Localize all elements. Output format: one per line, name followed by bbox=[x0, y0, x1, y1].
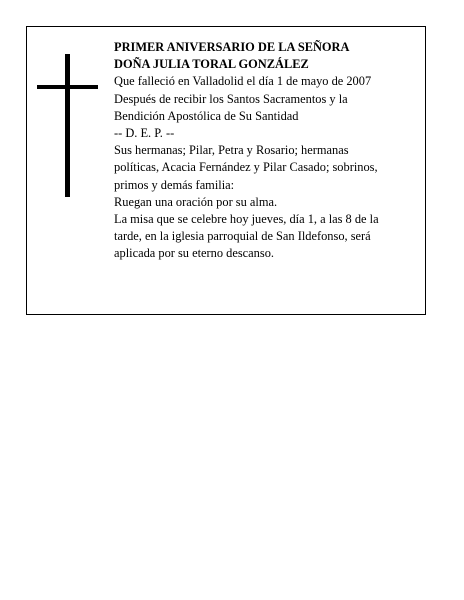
sacraments-line-1: Después de recibir los Santos Sacramentos y la bbox=[114, 91, 348, 106]
family-line-1: Sus hermanas; Pilar, Petra y Rosario; hermanas bbox=[114, 143, 349, 158]
sacraments-line-2: Bendición Apostólica de Su Santidad bbox=[114, 108, 299, 123]
cross-horizontal-bar bbox=[37, 85, 98, 89]
obituary-text bbox=[114, 39, 414, 263]
cross-icon bbox=[37, 54, 98, 197]
death-line: Que falleció en Valladolid el día 1 de mayo de 2007 bbox=[114, 74, 372, 89]
mass-line-1: La misa que se celebre hoy jueves, día 1, a las 8 de la bbox=[114, 212, 379, 227]
rip-line: -- D. E. P. -- bbox=[114, 126, 175, 141]
cross-vertical-bar bbox=[65, 54, 70, 197]
family-line-2: políticas, Acacia Fernández y Pilar Casado; sobrinos, bbox=[114, 160, 378, 175]
family-line-3: primos y demás familia: bbox=[114, 177, 235, 192]
heading-line-1: PRIMER ANIVERSARIO DE LA SEÑORA bbox=[114, 40, 350, 54]
mass-line-2: tarde, en la iglesia parroquial de San Ildefonso, será bbox=[114, 229, 371, 244]
prayer-line: Ruegan una oración por su alma. bbox=[114, 194, 278, 209]
mass-line-3: aplicada por su eterno descanso. bbox=[114, 246, 274, 261]
heading-line-2: DOÑA JULIA TORAL GONZÁLEZ bbox=[114, 57, 309, 72]
